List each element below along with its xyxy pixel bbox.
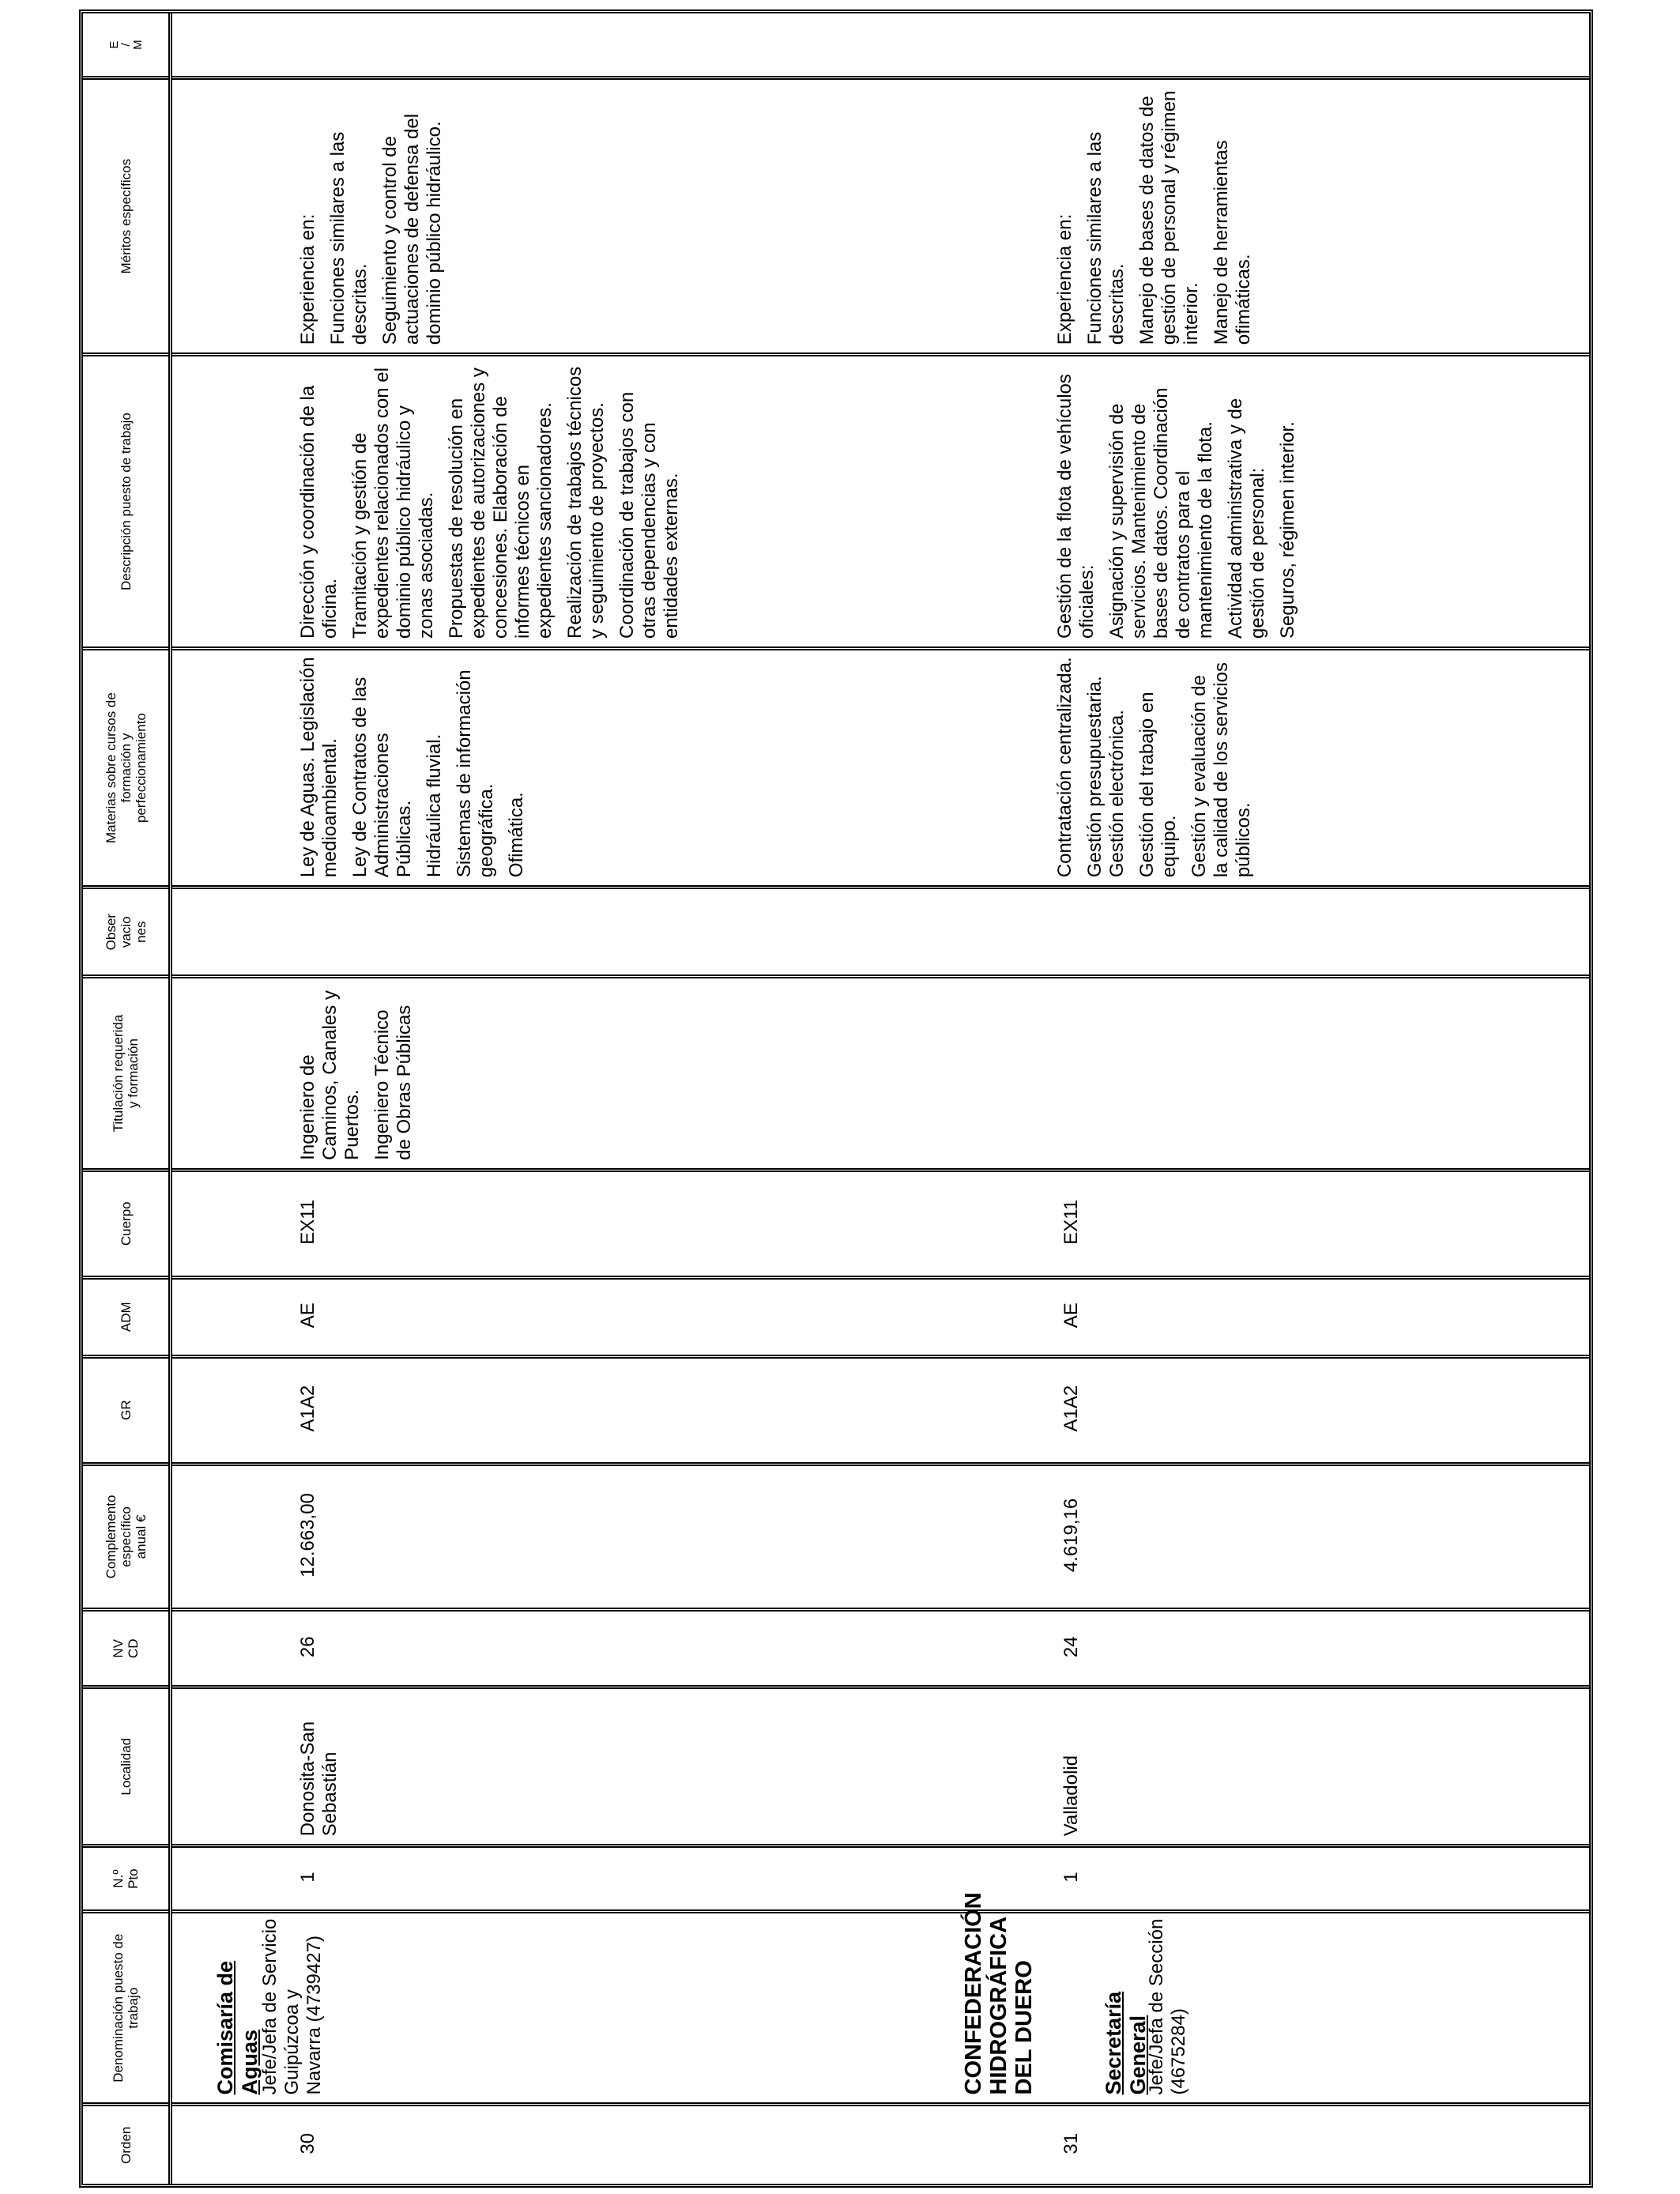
gr-30: A1A2 [297, 1385, 318, 1432]
descripcion-30-line: Propuestas de resolución en expedientes de autorizaciones y concesiones. Elaboración de informes técnicos en expedientes sancionadores. [446, 368, 556, 639]
meritos-30-line: Experiencia en: [297, 213, 318, 345]
header-denominacion: Denominación puesto de trabajo [83, 1911, 171, 2105]
header-meritos: Méritos específicos [83, 78, 171, 355]
orden-30: 30 [297, 2132, 318, 2154]
orden-31: 31 [1060, 2132, 1082, 2154]
header-materias: Materias sobre cursos de formación y perfeccionamiento [83, 648, 171, 887]
meritos-30-line: Seguimiento y control de actuaciones de defensa del dominio público hidráulico. [379, 113, 445, 345]
meritos-31-line: Manejo de bases de datos de gestión de personal y régimen interior. [1136, 90, 1202, 345]
denominacion-30: Jefe/Jefa de Servicio Guipúzcoa y Navarra (4739427) [259, 1918, 325, 2095]
nvcd-31: 24 [1060, 1636, 1082, 1658]
descripcion-30-line: Tramitación y gestión de expedientes relacionados con el dominio público hidráulico y zonas asociadas. [349, 368, 437, 639]
npto-30: 1 [297, 1872, 318, 1883]
header-observaciones: Obser vacio nes [83, 888, 171, 977]
materias-30-line: Sistemas de información geográfica. [454, 669, 497, 878]
cuerpo-30: EX11 [297, 1199, 318, 1245]
npto-31: 1 [1060, 1872, 1082, 1883]
titulacion-30-line: Ingeniero de Caminos, Canales y Puertos. [297, 990, 363, 1160]
header-adm: ADM [83, 1277, 171, 1356]
descripcion-31-line: Gestión de la flota de vehículos oficiales: [1054, 374, 1098, 639]
descripcion-30-line: Realización de trabajos técnicos y seguimiento de proyectos. [564, 366, 608, 639]
header-descripcion: Descripción puesto de trabajo [83, 355, 171, 649]
localidad-31: Valladolid [1060, 1755, 1082, 1837]
positions-table [83, 13, 1589, 2184]
adm-30: AE [297, 1302, 318, 1329]
materias-31-line: Gestión y evaluación de la calidad de los servicios públicos. [1188, 662, 1254, 878]
complemento-31: 4.619,16 [1060, 1498, 1082, 1573]
materias-30-line: Ley de Contratos de las Administraciones Públicas. [349, 677, 415, 878]
section-secretaria: Secretaría General [1102, 1991, 1150, 2095]
meritos-30-line: Funciones similares a las descritas. [327, 131, 371, 345]
materias-30-line: Ofimática. [506, 792, 527, 878]
col-denominacion [171, 1892, 1590, 2105]
materias-31-line: Gestión presupuestaria. Gestión electrónica. [1084, 676, 1128, 878]
denominacion-31: Jefe/Jefa de Sección (4675284) [1146, 1918, 1189, 2095]
col-npto [171, 1846, 1590, 1912]
gr-31: A1A2 [1060, 1385, 1082, 1432]
nvcd-30: 26 [297, 1636, 318, 1658]
header-cuerpo: Cuerpo [83, 1170, 171, 1277]
materias-31-line: Gestión del trabajo en equipo. [1136, 692, 1180, 878]
col-cuerpo [171, 1170, 1590, 1277]
header-titulacion: Titulación requerida y formación [83, 977, 171, 1171]
header-nvcd: NV CD [83, 1610, 171, 1687]
col-localidad [171, 1687, 1590, 1846]
col-orden [171, 2105, 1590, 2184]
section-comisaria: Comisaría de Aguas [213, 1960, 262, 2095]
materias-31-line: Contratación centralizada. [1054, 657, 1075, 878]
col-nvcd [171, 1610, 1590, 1687]
descripcion-30-line: Dirección y coordinación de la oficina. [297, 385, 341, 639]
descripcion-30-line: Coordinación de trabajos con otras dependencias y con entidades externas. [616, 391, 682, 639]
meritos-31-line: Manejo de herramientas ofimáticas. [1211, 140, 1254, 345]
header-gr: GR [83, 1356, 171, 1464]
materias-30-line: Hidráulica fluvial. [424, 733, 445, 878]
col-adm [171, 1277, 1590, 1356]
col-materias [171, 648, 1590, 887]
header-row [83, 13, 171, 2184]
header-localidad: Localidad [83, 1687, 171, 1846]
positions-table-frame [79, 9, 1593, 2188]
header-em: E / M [83, 13, 171, 78]
meritos-31-line: Experiencia en: [1054, 213, 1075, 345]
col-gr [171, 1356, 1590, 1464]
body-row [171, 13, 1590, 2184]
col-em [171, 13, 1590, 78]
header-complemento: Complemento específico anual € [83, 1464, 171, 1610]
col-observaciones [171, 888, 1590, 977]
titulacion-30-line: Ingeniero Técnico de Obras Públicas [371, 1005, 415, 1160]
descripcion-31-line: Seguros, régimen interior. [1277, 421, 1298, 639]
org-duero-title: CONFEDERACIÓN HIDROGRÁFICA DEL DUERO [961, 1892, 1037, 2095]
descripcion-31-line: Asignación y supervisión de servicios. Mantenimiento de bases de datos. Coordinación de contratos para el mantenimiento de la flota. [1106, 387, 1216, 639]
cuerpo-31: EX11 [1060, 1199, 1082, 1245]
col-meritos [171, 78, 1590, 355]
col-titulacion [171, 977, 1590, 1171]
meritos-31-line: Funciones similares a las descritas. [1084, 131, 1128, 345]
complemento-30: 12.663,00 [297, 1493, 318, 1578]
localidad-30: Donosita-San Sebastián [297, 1721, 341, 1837]
col-descripcion [171, 355, 1590, 649]
header-orden: Orden [83, 2105, 171, 2184]
adm-31: AE [1060, 1302, 1082, 1329]
descripcion-31-line: Actividad administrativa y de gestión de personal: [1225, 398, 1268, 639]
header-npto: N.º Pto [83, 1846, 171, 1912]
materias-30-line: Ley de Aguas. Legislación medioambiental. [297, 657, 341, 878]
col-complemento [171, 1464, 1590, 1610]
